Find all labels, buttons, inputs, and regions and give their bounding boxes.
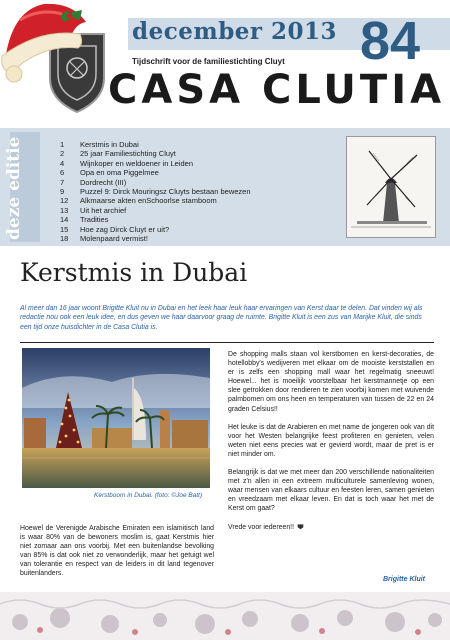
contents-list [60, 140, 251, 243]
contents-item[interactable]: 18 Molenpaard vermist! [60, 234, 148, 244]
contents-label: deze editie [4, 136, 24, 240]
author-signature: Brigitte Kluit [383, 576, 425, 583]
contents-item[interactable]: 14 Tradities [60, 215, 109, 225]
article-body-right [228, 350, 434, 541]
closing-line: Vrede voor iedereen!! [228, 523, 434, 532]
contents-item[interactable]: 4 Wijnkoper en weldoener in Leiden [60, 158, 193, 168]
dubai-christmas-photo [22, 348, 210, 488]
contents-item[interactable]: 13 Uit het archief [60, 205, 127, 215]
contents-item[interactable]: 2 25 jaar Familiestichting Cluyt [60, 149, 176, 159]
photo-caption: Kerstboom in Dubai. (foto: ©Joe Batt) [94, 492, 203, 499]
paragraph: Het leuke is dat de Arabieren en met name de jongeren ook van dit voor het Westen belangrijke feest profiteren en genieten, velen weten niet eens precies wat er gevierd wordt, maar de pret is er niet minder om. [228, 423, 434, 458]
contents-item[interactable]: 1 Kerstmis in Dubai [60, 140, 139, 149]
contents-item[interactable]: 15 Hoe zag Dirck Cluyt er uit? [60, 224, 170, 234]
contents-item[interactable]: 6 Opa en oma Piggelmee [60, 168, 159, 178]
magazine-subtitle: Tijdschrift voor de familiestichting Cluyt [132, 57, 285, 66]
article-body-left: Hoewel de Verenigde Arabische Emiraten een islamitisch land is waar 80% van de bewoners moslim is, gaat Kerstmis hier niet zomaar aan ons voorbij. Met een buitenlandse bevolking van 85% is dat ook niet zo verwonderlijk, maar het getuigt wel van tolerantie en respect van de leiders in dit land tegenover buitenlanders. [20, 525, 214, 578]
divider [20, 342, 434, 343]
article-lead: Al meer dan 16 jaar woont Brigitte Kluit nu in Dubai en het leek haar leuk haar ervaringen van Kerst daar te delen. Dat vinden wij als redactie nou ook een leuk idee, en dus geven we haar daarvoor graag de ruimte. Brigitte Kluit is een zus van Marijke Kluit, die sinds een tijd onze huisdichter in de Casa Clutia is. [20, 305, 423, 331]
issue-date: december 2013 [132, 18, 338, 45]
paragraph: De shopping malls staan vol kerstbomen en kerst-decoraties, de hotellobby's wedijveren met elkaar om de mooiste kerststallen en er is zelfs een shopping mall waar het regelmatig sneeuwt! Hoewel... het is moeilijk voorstelbaar het kerstmannetje op een slee getrokken door rendieren te zien voorbij komen met wuivende palmbomen om ons heen en temperaturen van tussen de 22 en 24 graden Celsius!! [228, 351, 434, 413]
paragraph: Belangrijk is dat we met meer dan 200 verschillende nationaliteiten met z'n allen in een extreem multiculturele samenleving wonen, waar mensen van elkaars cultuur en feesten leren, samen genieten en vreedzaam met elkaar leven. En dat is toch waar het met de Kerst om gaat? [228, 469, 434, 513]
contents-item[interactable]: 9 Puzzel 9: Dirck Mouringsz Cluyts bestaan bewezen [60, 187, 251, 197]
article-title: Kerstmis in Dubai [20, 258, 248, 287]
contents-item[interactable]: 7 Dordrecht (III) [60, 177, 127, 187]
logo-santa-hat [0, 0, 120, 120]
issue-number: 84 [360, 11, 421, 71]
christmas-ornament-band [0, 592, 450, 640]
heart-icon [297, 523, 304, 530]
windmill-drawing [346, 136, 436, 238]
contents-item[interactable]: 12 Alkmaarse akten enSchoorlse stamboom [60, 196, 217, 206]
magazine-title: CASA CLUTIA [108, 67, 446, 113]
